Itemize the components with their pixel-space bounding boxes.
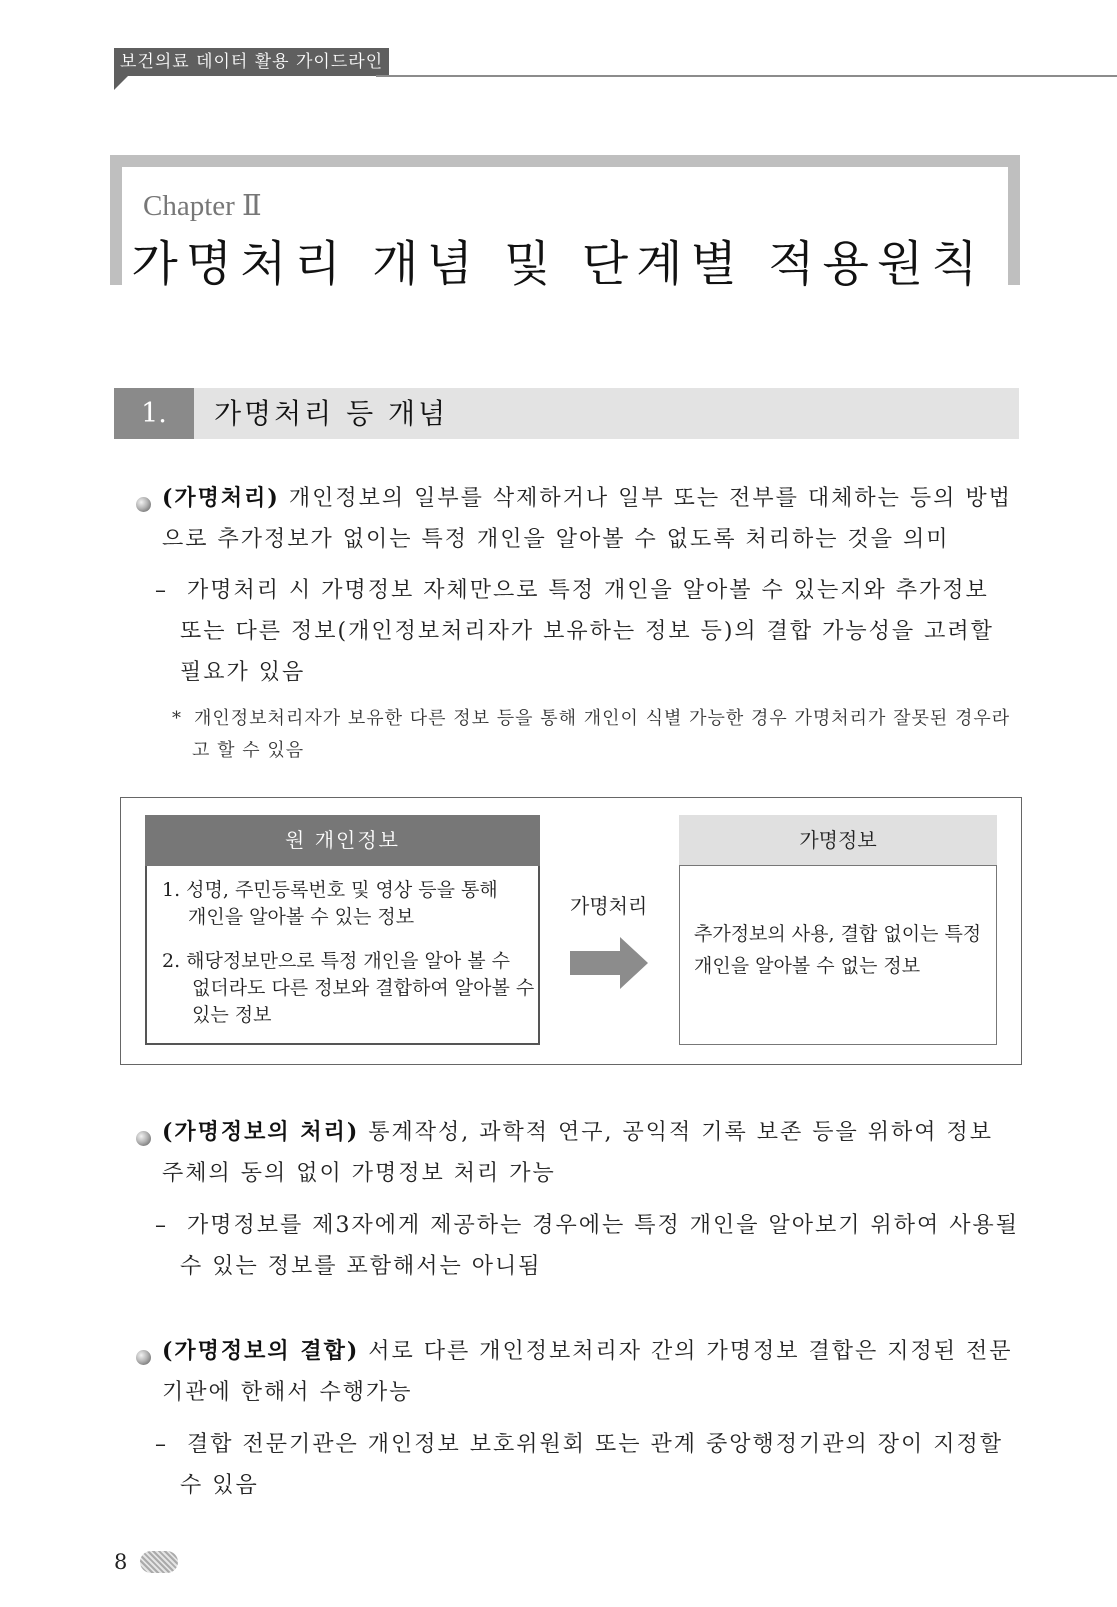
term-label: (가명정보의 처리) xyxy=(162,1119,360,1145)
bullet-icon xyxy=(136,497,151,512)
dash-item-text: 결합 전문기관은 개인정보 보호위원회 또는 관계 중앙행정기관의 장이 지정할 xyxy=(187,1432,1004,1457)
original-item-1: 1. 성명, 주민등록번호 및 영상 등을 통해 xyxy=(162,879,498,901)
dash-item-text-line2: 또는 다른 정보(개인정보처리자가 보유하는 정보 등)의 결합 가능성을 고려할 xyxy=(180,619,994,644)
original-item-2-line2: 없더라도 다른 정보와 결합하여 알아볼 수 xyxy=(192,977,535,999)
note-text-line2: 고 할 수 있음 xyxy=(192,740,305,761)
pseudonymized-info-description xyxy=(694,918,986,982)
header-rule xyxy=(376,75,1117,77)
running-header: 보건의료 데이터 활용 가이드라인 xyxy=(114,48,389,76)
paragraph-text-line2: 기관에 한해서 수행가능 xyxy=(162,1380,413,1405)
page-number-decoration xyxy=(140,1551,178,1573)
dash-item-text-line3: 필요가 있음 xyxy=(180,660,306,685)
dash-item-text: 가명정보를 제3자에게 제공하는 경우에는 특정 개인을 알아보기 위하여 사용될 xyxy=(187,1213,1020,1238)
section-number: 1. xyxy=(114,388,194,439)
original-item-2: 2. 해당정보만으로 특정 개인을 알아 볼 수 xyxy=(162,950,511,972)
pseudonymized-info-header: 가명정보 xyxy=(679,815,997,866)
chapter-title: 가명처리 개념 및 단계별 적용원칙 xyxy=(131,236,986,292)
paragraph-pseudonymization xyxy=(162,478,1019,519)
dash-item-text: 가명처리 시 가명정보 자체만으로 특정 개인을 알아볼 수 있는지와 추가정보 xyxy=(187,578,989,603)
paragraph-text-line2: 으로 추가정보가 없이는 특정 개인을 알아볼 수 없도록 처리하는 것을 의미 xyxy=(162,527,950,552)
dash-item-text-line2: 수 있는 정보를 포함해서는 아니됨 xyxy=(180,1254,542,1279)
dash-item-text-line2: 수 있음 xyxy=(180,1473,259,1498)
dash-marker: – xyxy=(155,1432,168,1457)
pseudo-line-1: 추가정보의 사용, 결합 없이는 특정 xyxy=(694,923,982,945)
note-text: 개인정보처리자가 보유한 다른 정보 등을 통해 개인이 식별 가능한 경우 가명처리가 잘못된 경우라 xyxy=(194,708,1011,729)
paragraph-processing xyxy=(162,1112,1019,1153)
chapter-label: Chapter Ⅱ xyxy=(143,190,262,222)
paragraph-text-line2: 주체의 동의 없이 가명정보 처리 가능 xyxy=(162,1161,556,1186)
note-marker: * xyxy=(172,708,182,729)
dash-marker: – xyxy=(155,1213,168,1238)
paragraph-text: 서로 다른 개인정보처리자 간의 가명정보 결합은 지정된 전문 xyxy=(368,1339,1013,1364)
dash-marker: – xyxy=(155,578,168,603)
paragraph-text: 개인정보의 일부를 삭제하거나 일부 또는 전부를 대체하는 등의 방법 xyxy=(288,486,1012,511)
term-label: (가명처리) xyxy=(162,485,280,511)
bullet-icon xyxy=(136,1350,151,1365)
original-item-1-line2: 개인을 알아볼 수 있는 정보 xyxy=(188,906,415,928)
page-number: 8 xyxy=(114,1550,128,1574)
right-arrow-icon xyxy=(570,935,650,991)
header-notch-decoration xyxy=(114,76,128,90)
original-info-header: 원 개인정보 xyxy=(145,815,540,866)
pseudo-line-2: 개인을 알아볼 수 없는 정보 xyxy=(694,955,921,977)
original-item-2-line3: 있는 정보 xyxy=(192,1004,272,1026)
bullet-icon xyxy=(136,1131,151,1146)
term-label: (가명정보의 결합) xyxy=(162,1338,360,1364)
paragraph-text: 통계작성, 과학적 연구, 공익적 기록 보존 등을 위하여 정보 xyxy=(368,1120,993,1145)
paragraph-combination xyxy=(162,1331,1019,1372)
arrow-label: 가명처리 xyxy=(570,894,648,918)
section-title: 가명처리 등 개념 xyxy=(214,397,449,430)
